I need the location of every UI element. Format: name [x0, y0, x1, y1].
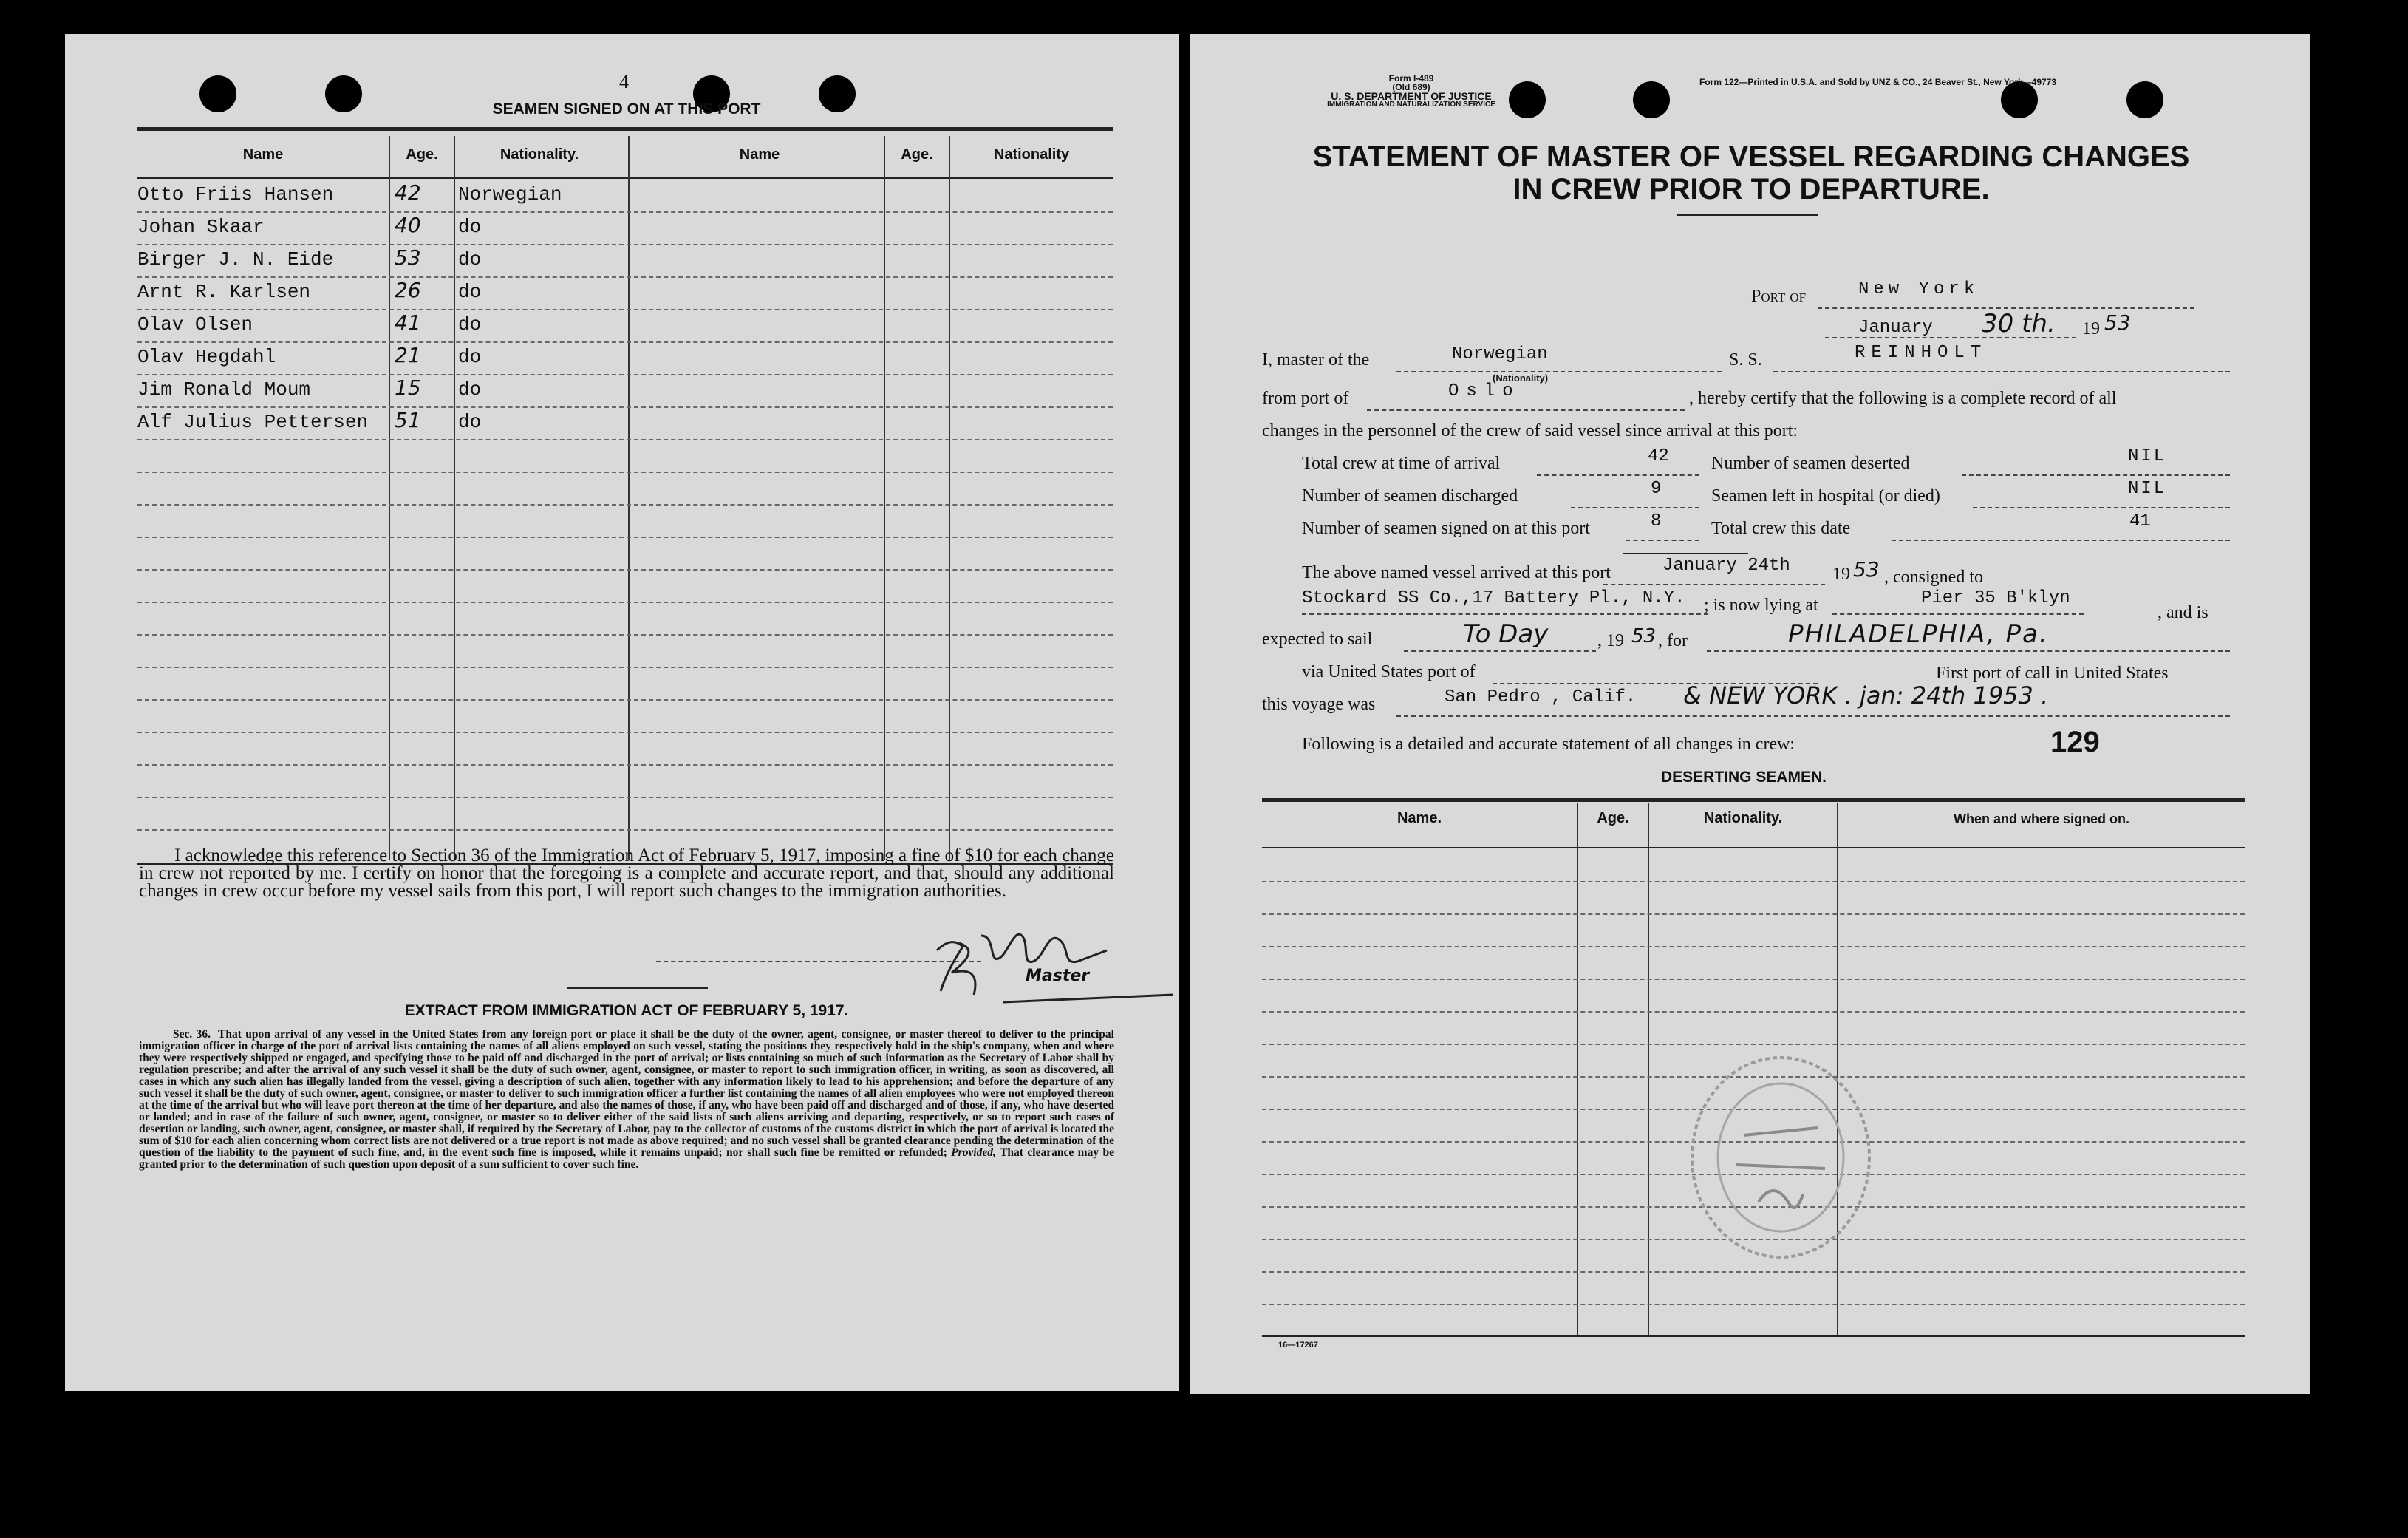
ss-label: S. S.	[1729, 350, 1762, 370]
row-rule	[1262, 946, 2245, 947]
master-label: Master	[1026, 967, 1090, 985]
row-rule	[137, 667, 1113, 668]
nationality-line	[1396, 371, 1722, 372]
sail-year-prefix: , 19	[1597, 631, 1624, 650]
row-rule	[137, 439, 1113, 440]
voyage-label: this voyage was	[1262, 695, 1376, 714]
form-id-block	[1323, 74, 1500, 109]
extract-title: EXTRACT FROM IMMIGRATION ACT OF FEBRUARY 5, 1917.	[404, 1002, 849, 1019]
destination: PHILADELPHIA, Pa.	[1788, 619, 2049, 649]
crew-name: Alf Julius Pettersen	[137, 411, 369, 433]
hospital-value: NIL	[2128, 479, 2167, 499]
col-header-nationality: Nationality.	[499, 146, 579, 163]
crew-name: Johan Skaar	[137, 216, 265, 238]
form-old: (Old 689)	[1392, 82, 1430, 92]
crew-row	[132, 341, 1181, 374]
count-line	[1962, 474, 2230, 476]
first-port-label: First port of call in United States	[1936, 664, 2169, 683]
title-underline	[1677, 214, 1818, 216]
row-rule	[1262, 1011, 2245, 1013]
section-tail: That clearance may be granted prior to the determination of such question upon deposit of a sum sufficient to cover such fine.	[139, 1146, 1115, 1171]
stamp-number: 129	[2050, 726, 2100, 758]
col-header-name: Name	[242, 146, 284, 163]
department: U. S. DEPARTMENT OF JUSTICE	[1331, 90, 1492, 102]
crew-age: 53	[395, 245, 421, 270]
crew-row	[132, 276, 1181, 309]
crew-row	[132, 211, 1181, 244]
acknowledgement-text: I acknowledge this reference to Section 36 of the Immigration Act of February 5, 1917, imposing a fine of $10 for each change in crew not reported by me. I certify on honor that the foregoing is a complete and accurate report, and that, should any additional changes in crew occur before my vessel sails from this port, I will report such changes to the immigration authorities.	[139, 845, 1114, 901]
count-line	[1973, 507, 2230, 508]
sail-label: expected to sail	[1262, 630, 1373, 649]
port-label: Port of	[1751, 287, 1807, 306]
consignee-line	[1302, 613, 1708, 615]
consignee: Stockard SS Co.,17 Battery Pl., N.Y.	[1302, 588, 1685, 608]
crew-name: Otto Friis Hansen	[137, 183, 334, 205]
hospital-label: Seamen left in hospital (or died)	[1711, 486, 1940, 506]
crew-age: 51	[395, 408, 421, 432]
right-page	[1190, 34, 2310, 1394]
row-rule	[137, 634, 1113, 636]
crew-row	[132, 179, 1181, 211]
left-page	[65, 34, 1179, 1391]
punch-hole	[199, 75, 236, 112]
crew-nationality: do	[458, 411, 482, 433]
nationality-value: Norwegian	[1452, 344, 1548, 364]
deserting-table-top	[1262, 798, 2245, 802]
crew-nationality: do	[458, 281, 482, 303]
row-rule	[1262, 1044, 2245, 1045]
deserting-col-nationality: Nationality.	[1703, 810, 1783, 826]
date-month: January	[1858, 318, 1933, 338]
arrived-year-prefix: 19	[1832, 565, 1850, 584]
section-label: Sec. 36.	[173, 1028, 211, 1041]
punch-hole	[819, 75, 856, 112]
from-port-line	[1367, 409, 1685, 411]
row-rule	[1262, 1271, 2245, 1273]
crew-nationality: do	[458, 248, 482, 270]
row-rule	[137, 699, 1113, 701]
crew-row	[132, 244, 1181, 276]
destination-line	[1707, 650, 2230, 652]
via-label: via United States port of	[1302, 662, 1476, 681]
crew-age: 41	[395, 310, 421, 335]
form-number: Form I-489	[1388, 73, 1434, 84]
row-rule	[137, 829, 1113, 831]
footer-code: 16—17267	[1278, 1341, 1318, 1350]
service: IMMIGRATION AND NATURALIZATION SERVICE	[1327, 101, 1495, 109]
date-year-prefix: 19	[2082, 319, 2100, 338]
deserting-col-when-where: When and where signed on.	[1953, 811, 2130, 826]
title-line-2: IN CREW PRIOR TO DEPARTURE.	[1512, 173, 1990, 205]
row-rule	[137, 764, 1113, 766]
deserting-col-name: Name.	[1396, 810, 1442, 826]
sail-value: To Day	[1463, 619, 1549, 649]
col-header-name-2: Name	[739, 146, 780, 163]
deserted-value: NIL	[2128, 446, 2167, 466]
crew-age: 40	[395, 213, 421, 237]
crew-row	[132, 374, 1181, 406]
crew-row	[132, 406, 1181, 439]
page-number: 4	[619, 71, 629, 92]
and-is-text: , and is	[2158, 603, 2209, 622]
row-rule	[1262, 1304, 2245, 1305]
signed-on-label: Number of seamen signed on at this port	[1302, 519, 1590, 538]
discharged-label: Number of seamen discharged	[1302, 486, 1518, 506]
crew-name: Birger J. N. Eide	[137, 248, 334, 270]
consigned-label: , consigned to	[1884, 568, 1983, 587]
row-rule	[137, 472, 1113, 473]
discharged-value: 9	[1651, 479, 1662, 499]
signed-on-value: 8	[1651, 511, 1662, 531]
date-day: 30 th.	[1982, 309, 2056, 338]
crew-age: 26	[395, 278, 421, 302]
lying-label: ; is now lying at	[1704, 596, 1818, 615]
section-36-text	[139, 1029, 1114, 1171]
row-rule	[1262, 881, 2245, 882]
following-label: Following is a detailed and accurate statement of all changes in crew:	[1302, 735, 1795, 754]
row-rule	[137, 732, 1113, 733]
date-year: 53	[2104, 310, 2131, 335]
crew-nationality: do	[458, 216, 482, 238]
deserted-label: Number of seamen deserted	[1711, 454, 1910, 473]
crew-name: Olav Hegdahl	[137, 346, 276, 368]
from-port-label: from port of	[1262, 389, 1349, 408]
crew-nationality: Norwegian	[458, 183, 562, 205]
printer-line: Form 122—Printed in U.S.A. and Sold by UNZ & CO., 24 Beaver St., New York—49773	[1699, 77, 2057, 87]
changes-text: changes in the personnel of the crew of said vessel since arrival at this port:	[1262, 421, 1798, 440]
deserting-col-age: Age.	[1597, 810, 1629, 826]
crew-age: 42	[395, 180, 421, 205]
column-divider	[1648, 803, 1649, 1335]
ship-name: REINHOLT	[1855, 343, 1988, 363]
lying-at: Pier 35 B'klyn	[1921, 588, 2070, 608]
deserting-title: DESERTING SEAMEN.	[1660, 769, 1827, 786]
total-crew-date-label: Total crew this date	[1711, 519, 1851, 538]
count-line	[1537, 474, 1699, 476]
immigration-stamp	[1677, 1047, 1884, 1268]
punch-hole	[325, 75, 362, 112]
row-rule	[137, 797, 1113, 798]
crew-row	[132, 309, 1181, 341]
section-proviso: Provided,	[951, 1146, 996, 1159]
column-divider	[1577, 803, 1578, 1335]
crew-nationality: do	[458, 378, 482, 401]
lying-line	[1832, 613, 2084, 615]
crew-nationality: do	[458, 313, 482, 336]
arrived-line	[1603, 584, 1825, 585]
row-rule	[137, 504, 1113, 506]
col-header-age-2: Age.	[901, 146, 933, 163]
crew-name: Olav Olsen	[137, 313, 253, 336]
crew-age: 15	[395, 375, 421, 400]
title-line-1: STATEMENT OF MASTER OF VESSEL REGARDING CHANGES	[1312, 140, 2190, 173]
for-label: , for	[1658, 631, 1688, 650]
first-port-hand: & NEW YORK . jan: 24th 1953 .	[1683, 681, 2049, 710]
count-line	[1892, 540, 2230, 541]
ship-name-line	[1773, 371, 2230, 372]
count-rule	[1623, 553, 1748, 554]
row-rule	[1262, 913, 2245, 915]
count-line	[1571, 507, 1699, 508]
row-rule	[137, 537, 1113, 538]
punch-hole	[1633, 81, 1670, 118]
crew-name: Jim Ronald Moum	[137, 378, 311, 401]
row-rule	[1262, 979, 2245, 980]
section-body: That upon arrival of any vessel in the United States from any foreign port or place it shall be the duty of the owner, agent, consignee, or master thereof to deliver to the principal immigration officer in charge of the port of arrival lists containing the names of all aliens employed on such vessel, stating the positions they respectively hold in the ship's company, when and where they were respectively shipped or engaged, and specifying those to be paid off and discharged in the port of arrival; or lists containing so much of such information as the Secretary of Labor shall by regulation prescribe; and after the arrival of any such vessel it shall be the duty of such owner, agent, consignee, or master to report to such immigration officer, in writing, as soon as discovered, all cases in which any such alien has illegally landed from the vessel, giving a description of such alien, together with any information likely to lead to his apprehension; and before the departure of any such vessel it shall be the duty of such owner, agent, consignee, or master to deliver to such immigration officer a further list containing the names of all alien employees who were not employed thereon at the time of the arrival but who will leave port thereon at the time of her departure, and also the names of those, if any, who have been paid off and discharged and of those, if any, who have deserted or landed; and in case of the failure of such owner, agent, consignee, or master so to deliver either of the said lists of such aliens arriving and departing, respectively, or so to report such cases of desertion or landing, such owner, agent, consignee, or master shall, if required by the Secretary of Labor, pay to the collector of customs of the customs district in which the port of arrival is located the sum of $10 for each alien concerning whom correct lists are not delivered or a true report is not made as above required; and no such vessel shall be granted clearance pending the determination of the question of the liability to the payment of such fine, and, in the event such fine is imposed, while it remains unpaid; nor shall such fine be remitted or refunded;	[139, 1028, 1114, 1159]
col-header-nationality-2: Nationality	[993, 146, 1070, 163]
port-value: New York	[1858, 279, 1979, 299]
arrived-date: January 24th	[1662, 556, 1790, 576]
form-title	[1256, 140, 2246, 205]
arrived-year: 53	[1853, 557, 1880, 582]
page-title: SEAMEN SIGNED ON AT THIS PORT	[492, 101, 761, 118]
voyage-line	[1396, 715, 2230, 717]
arrived-label: The above named vessel arrived at this port	[1302, 563, 1611, 582]
col-header-age: Age.	[406, 146, 438, 163]
deserting-table-bottom	[1262, 1335, 2245, 1337]
nationality-caption: (Nationality)	[1493, 372, 1549, 384]
punch-hole	[2126, 81, 2163, 118]
master-of-label: I, master of the	[1262, 350, 1370, 370]
crew-name: Arnt R. Karlsen	[137, 281, 311, 303]
sail-line	[1404, 650, 1596, 652]
total-crew-arrival: 42	[1648, 446, 1669, 466]
count-line	[1626, 540, 1699, 541]
table-top-rule	[137, 127, 1113, 131]
row-rule	[137, 602, 1113, 603]
punch-hole	[1509, 81, 1546, 118]
sail-year: 53	[1631, 625, 1657, 647]
total-crew-date-value: 41	[2129, 511, 2151, 531]
row-rule	[137, 569, 1113, 571]
separator-rule	[567, 987, 708, 989]
crew-age: 21	[395, 343, 421, 367]
deserting-header-rule	[1262, 847, 2245, 848]
crew-nationality: do	[458, 346, 482, 368]
from-port-value: Oslo	[1448, 381, 1521, 401]
first-port-value: San Pedro , Calif.	[1445, 687, 1637, 707]
total-crew-arrival-label: Total crew at time of arrival	[1302, 454, 1501, 473]
certify-text: , hereby certify that the following is a complete record of all	[1689, 389, 2117, 408]
